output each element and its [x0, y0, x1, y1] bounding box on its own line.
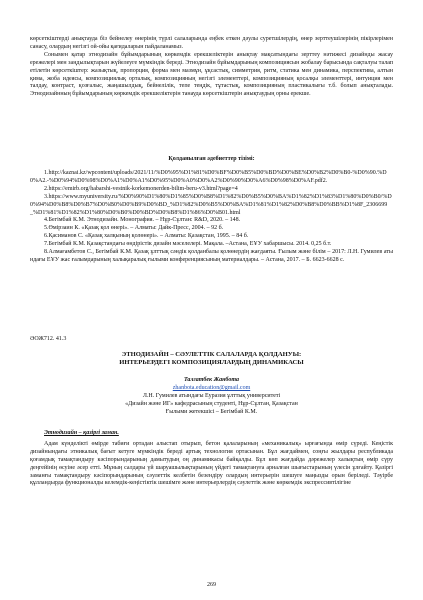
references-heading: Қолданылған әдебиеттер тізімі: — [168, 156, 255, 162]
section-heading: Этнодизайн – қазіргі заман. — [44, 430, 119, 436]
article-header — [30, 351, 393, 367]
paragraph: көрсеткіштерді анықтауда біз бейнелеу өнерінің түрлі салаларында еңбек еткен дәулы суретшілердің, өнер зерттеушілерінің пікірлерімен санасу, олардың негізгі ой-ойы қағидаларын пайдаланамыз. — [30, 36, 393, 50]
body-paragraph: Адам күнделікті өмірде табиғи ортадан алыстап отырып, бетон қалаларының «механикалық» ырғағында өмір сүреді. Кеңістік дизайнындағы этникалық бағыт кетуге мүмкіндік береді артық технология ортасынан. Бұл жағдаймен, соңғы жылдары республикада қоғамдық тамақтандыру кәсіпорындарының дамытудың оң динамикасы байқалды. Бұл көп жағдайда дәрежелер халықтың өмір сүру деңгейінің өсуіне әсер етті. Мұның салдары үй шаруашылықтарының үйдегі тамақтануға арналған шығыстарының үлесін ұлғайту. Қазіргі заманғы тамақтандыру кәсіпорындарының сәулеттік келбетін безендіру олардың интерьерін шешуге маңызды орын беріледі. Тәуірбе құлландырда функционалды келемдік-кеңістіктік шешімге және интерьерлердің сәулеттік және көркемдік экспрессивтілігіне — [30, 440, 393, 487]
email-line — [30, 385, 393, 393]
references — [30, 156, 393, 164]
article-body — [30, 430, 393, 488]
reference-item: 7.Бегімбай К.М. Қазақстандағы өндірістік дизайн мәселелері. Мақала. –Астана, ЕҰУ хабаршысы. 2014. 0,25 б.т. — [44, 241, 332, 248]
reference-item: 4.Бегімбай К.М. Этнодизайн. Монография. – Нұр-Сұлтан: R&D, 2020. – 148. — [44, 217, 241, 224]
article-title-line-1: ЭТНОДИЗАЙН – СӘУЛЕТТІК САЛАЛАРДА ҚОЛДАНУЫ: — [121, 351, 302, 358]
reference-item: 2.https://emirb.org/habarshi-vestnik-korkemonerden-bilim-beru-v3.html?page=4 — [44, 185, 238, 192]
reference-list — [30, 170, 393, 265]
reference-item: 3.https://www.myuniversity.ru/%D0%90%D1%80%D1%85%D0%B8%D1%82%D0%B5%D0%BA%D1%82%D1%83%D1%80%D0%B0/%D0%94%D0%B8%D0%B7%D0%B0%D0%B9%D0%BD_%D1%82%D0%B5%D0%BA%D1%81%D1%82%D0%B8%D0%BB%D1%8F_2306699_%D1%81%D1%82%D1%80%D0%B0%D0%BD%D0%B8%D1%86%D0%B01.html — [30, 193, 392, 216]
affiliation-department: «Дизайн және ИГ» кафедрасының студенті, Нұр-Сұлтан, Қазақстан — [125, 400, 298, 407]
paragraph: Сонымен қатар этнодизайн бұйымдарының көркемдік ерекшеліктерін анықтау мақсатындағы зерттеу нәтижесі дизайнды жасау ережелері мен заңдылықтарын жүйелеуге мүмкіндік береді. Этнодизайн бұйымдарының композициясын жобалау барысында сақталуы талап етілетін көрсеткіштер: жазықтық, пропорция, форма мен мазмұн, ұқсастық, симметрия, ритм, статика мен динамика, перспектива, алтын қима, жоба идеясы, композициялық орталық, композицияның негізгі элементтері, композицияның қосалқы элементтері, интуиция мен талдау, контраст, қозғалыс, жаңашылдық, бейнелілік, тепе теңдік, тұтастық, композицияның пластикалығы т.б. болып анықталады. Этнодизайнның бұйымдарының көркемдік ерекшеліктерін танауда көрсеткіштерін анықтаудың орны ерекше. — [30, 51, 393, 98]
page-number: 269 — [207, 582, 216, 588]
section-heading-line — [30, 430, 393, 438]
reference-item: 6.Қасиманов С. «Қазақ халқының қолөнері». – Алматы: Қазақстан, 1995. – 84 б. — [44, 233, 249, 240]
reference-item: 1.http://kaznai.kz/wpcontent/uploads/2021/11/%D0%95%D1%81%D0%BF%D0%B5%D0%BD%D0%BE%D0%B2%D0%B0-%D0%90.%D0%A2.-%D0%94%D0%98%D0%A1%D0%A1%D0%95%D0%A0%D0%A2%D0%90%D0%A6%D0%98%D0%AF.pdf2. — [30, 170, 387, 184]
article-title-line-2: ИНТЕРЬЕРДЕГІ КОМПОЗИЦИЯЛАРДЫҢ ДИНАМИКАСЫ — [119, 359, 304, 367]
top-text — [30, 36, 393, 99]
udc — [30, 336, 393, 344]
reference-item: 5.Өмірзаин К. «Қазақ қол өнері». – Алматы: Дайк-Пресс, 2004. – 92 б. — [44, 225, 224, 232]
author-email-link[interactable]: zhanbota.education@gmail.com — [172, 384, 251, 391]
author-name: Талгатбек Жанбота — [183, 377, 240, 383]
reference-item: 8.Алмағамбетов С., Бегімбай К.М. Қазақ ұлттық сәндік қолданбалы қолөнердің жағдаяты. Ғылым және білім – 2017: Л.Н. Гумилев атындағы ЕҰУ жас ғалымдарының халықаралық ғылыми конференциясының материалдары. – Астана, 2017. – Б. 6623-6628 с. — [30, 249, 393, 263]
supervisor: Ғылыми жетекшісі – Бегімбай К.М. — [165, 408, 258, 415]
author-block — [30, 377, 393, 417]
udc-code: ӘОЖ712. 41.3 — [30, 336, 67, 342]
affiliation-university: Л.Н. Гумилев атындағы Еуразия ұлттық университеті — [142, 392, 281, 399]
